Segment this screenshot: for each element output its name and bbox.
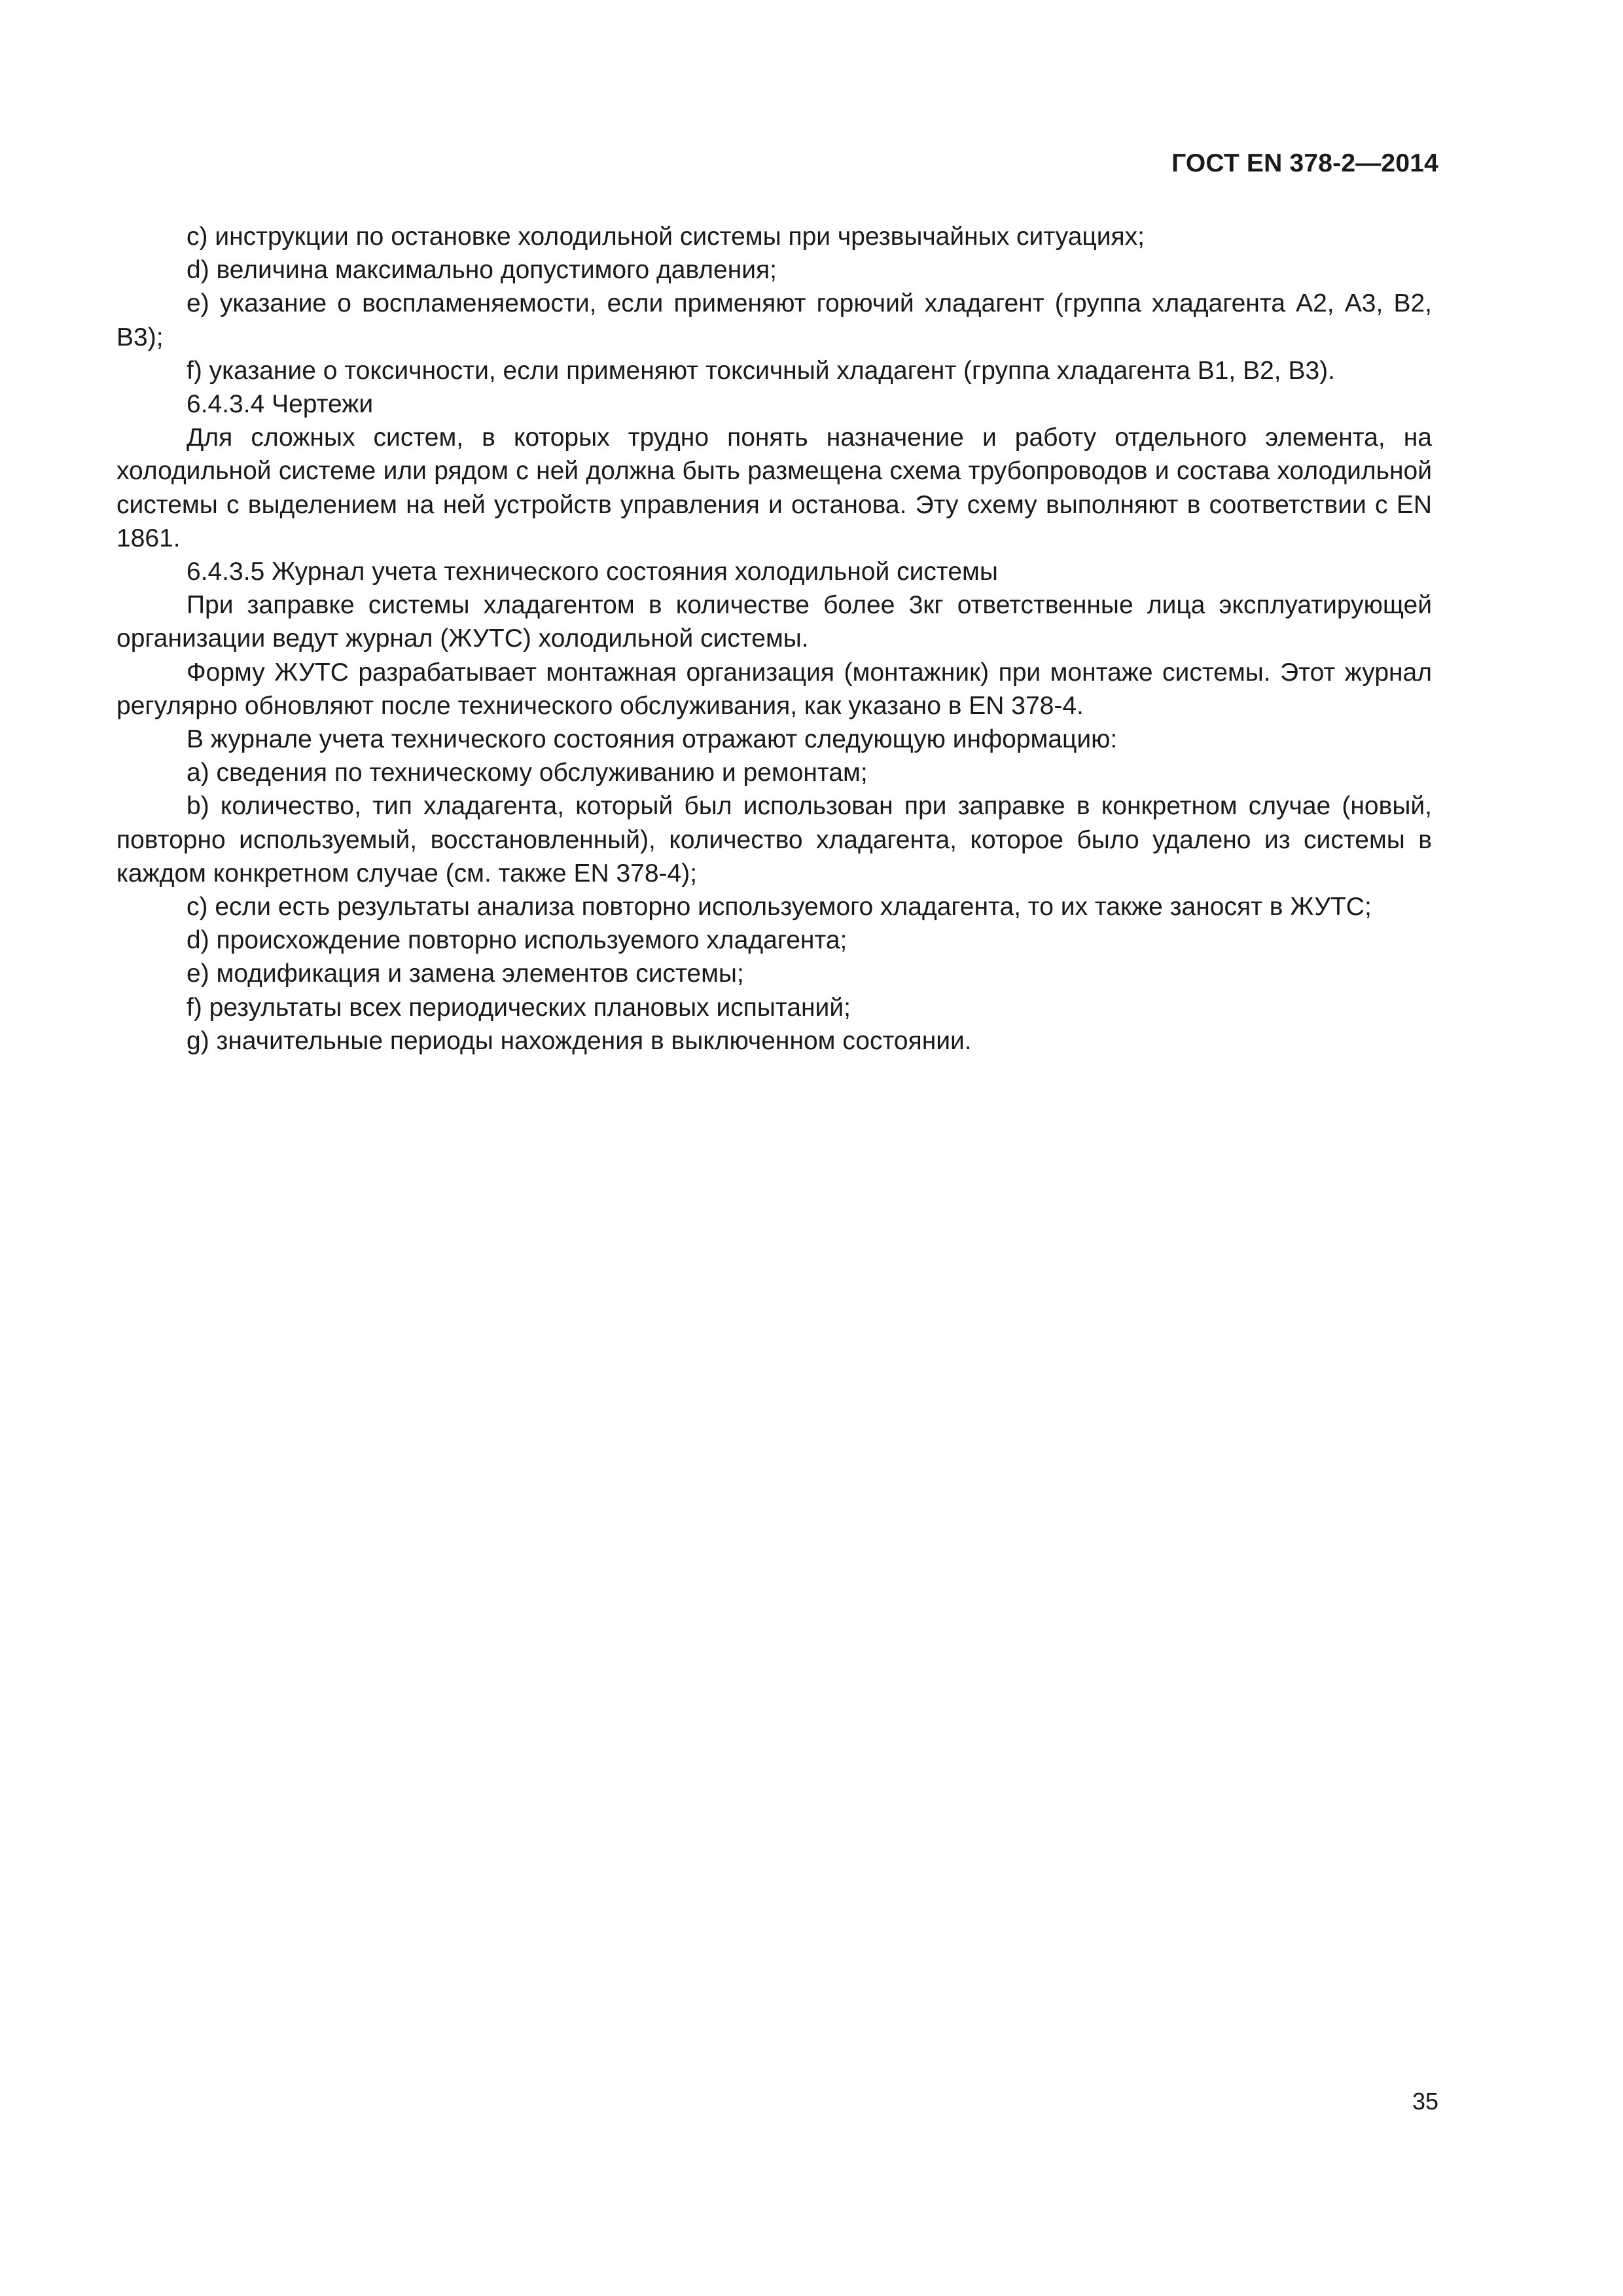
list-item-g-shutdown-periods: g) значительные периоды нахождения в выключенном состоянии. [187, 1026, 972, 1055]
document-body [116, 220, 1432, 1058]
list-item-c-analysis-results: c) если есть результаты анализа повторно используемого хладагента, то их также заносят в ЖУТС; [187, 893, 1372, 922]
paragraph-drawings: Для сложных систем, в которых трудно понять назначение и работу отдельного элемента, на холодильной системе или рядом с ней должна быть размещена схема трубопроводов и состава холодильной системы с выделением на ней устройств управления и останова. Эту схему выполняют в соответствии с EN 1861. [116, 423, 1432, 552]
list-item-a-maintenance: a) сведения по техническому обслуживанию и ремонтам; [187, 759, 868, 787]
paragraph-logbook-requirement: При заправке системы хладагентом в количестве более 3кг ответственные лица эксплуатирующей организации ведут журнал (ЖУТС) холодильной системы. [116, 591, 1432, 653]
list-item-c-emergency-instructions: c) инструкции по остановке холодильной системы при чрезвычайных ситуациях; [187, 223, 1145, 251]
paragraph-logbook-contents-intro: В журнале учета технического состояния отражают следующую информацию: [187, 725, 1118, 754]
list-item-e-modifications: e) модификация и замена элементов системы; [187, 960, 744, 988]
document-code-header: ГОСТ EN 378-2—2014 [1171, 149, 1438, 177]
list-item-b-refrigerant-quantity: b) количество, тип хладагента, который был использован при заправке в конкретном случае (новый, повторно используемый, восстановленный), количество хладагента, которое было удалено из системы в каждом конкретном случае (см. также EN 378-4); [116, 792, 1432, 888]
list-item-f-toxicity: f) указание о токсичности, если применяют токсичный хладагент (группа хладагента В1, В2, В3). [187, 356, 1335, 385]
list-item-e-flammability: e) указание о воспламеняемости, если применяют горючий хладагент (группа хладагента А2, А3, В2, В3); [116, 289, 1432, 351]
list-item-f-test-results: f) результаты всех периодических плановых испытаний; [187, 993, 851, 1022]
paragraph-logbook-form: Форму ЖУТС разрабатывает монтажная организация (монтажник) при монтаже системы. Этот журнал регулярно обновляют после технического обслуживания, как указано в EN 378-4. [116, 658, 1432, 720]
section-heading-logbook: 6.4.3.5 Журнал учета технического состояния холодильной системы [187, 558, 998, 586]
list-item-d-origin: d) происхождение повторно используемого хладагента; [187, 926, 847, 955]
section-heading-drawings: 6.4.3.4 Чертежи [187, 390, 374, 419]
page-number: 35 [1412, 2088, 1438, 2115]
list-item-d-max-pressure: d) величина максимально допустимого давления; [187, 256, 777, 285]
